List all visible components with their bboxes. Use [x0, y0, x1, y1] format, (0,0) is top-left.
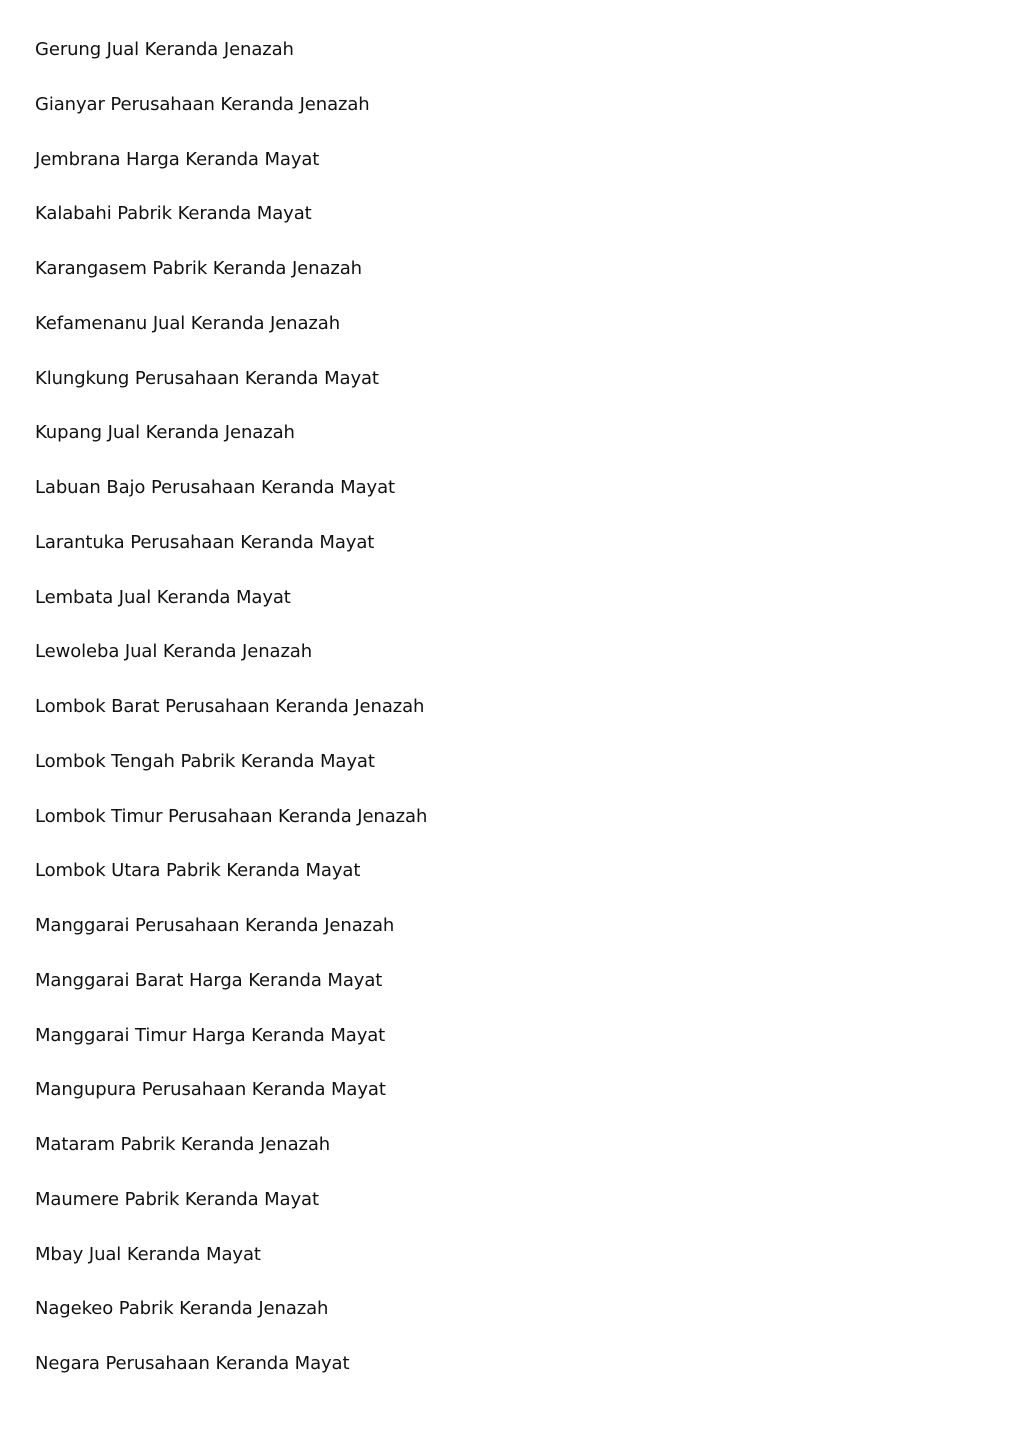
list-item: Lombok Barat Perusahaan Keranda Jenazah [35, 696, 425, 717]
list-item: Klungkung Perusahaan Keranda Mayat [35, 367, 379, 389]
list-item: Nagekeo Pabrik Keranda Jenazah [35, 1298, 329, 1320]
list-item: Karangasem Pabrik Keranda Jenazah [35, 258, 362, 279]
list-item: Lombok Utara Pabrik Keranda Mayat [35, 860, 361, 882]
list-item: Manggarai Timur Harga Keranda Mayat [35, 1024, 386, 1046]
list-item: Lombok Timur Perusahaan Keranda Jenazah [35, 805, 428, 827]
list-item: Manggarai Barat Harga Keranda Mayat [35, 969, 383, 991]
list-item: Negara Perusahaan Keranda Mayat [35, 1353, 350, 1374]
list-item: Kalabahi Pabrik Keranda Mayat [35, 203, 312, 225]
list-item: Lewoleba Jual Keranda Jenazah [35, 641, 313, 663]
list-item: Jembrana Harga Keranda Mayat [35, 148, 320, 170]
list-item: Larantuka Perusahaan Keranda Mayat [35, 531, 375, 553]
list-item: Gerung Jual Keranda Jenazah [35, 39, 294, 60]
list-item: Mbay Jual Keranda Mayat [35, 1243, 261, 1265]
list-item: Maumere Pabrik Keranda Mayat [35, 1188, 319, 1210]
list-item: Kupang Jual Keranda Jenazah [35, 422, 295, 444]
list-item: Manggarai Perusahaan Keranda Jenazah [35, 915, 395, 936]
list-item: Labuan Bajo Perusahaan Keranda Mayat [35, 477, 395, 498]
list-item: Gianyar Perusahaan Keranda Jenazah [35, 93, 370, 115]
list-item: Kefamenanu Jual Keranda Jenazah [35, 312, 341, 334]
location-list [35, 36, 427, 1405]
list-item: Lembata Jual Keranda Mayat [35, 586, 291, 608]
list-item: Mangupura Perusahaan Keranda Mayat [35, 1079, 386, 1101]
list-item: Lombok Tengah Pabrik Keranda Mayat [35, 750, 375, 772]
list-item: Mataram Pabrik Keranda Jenazah [35, 1134, 331, 1155]
